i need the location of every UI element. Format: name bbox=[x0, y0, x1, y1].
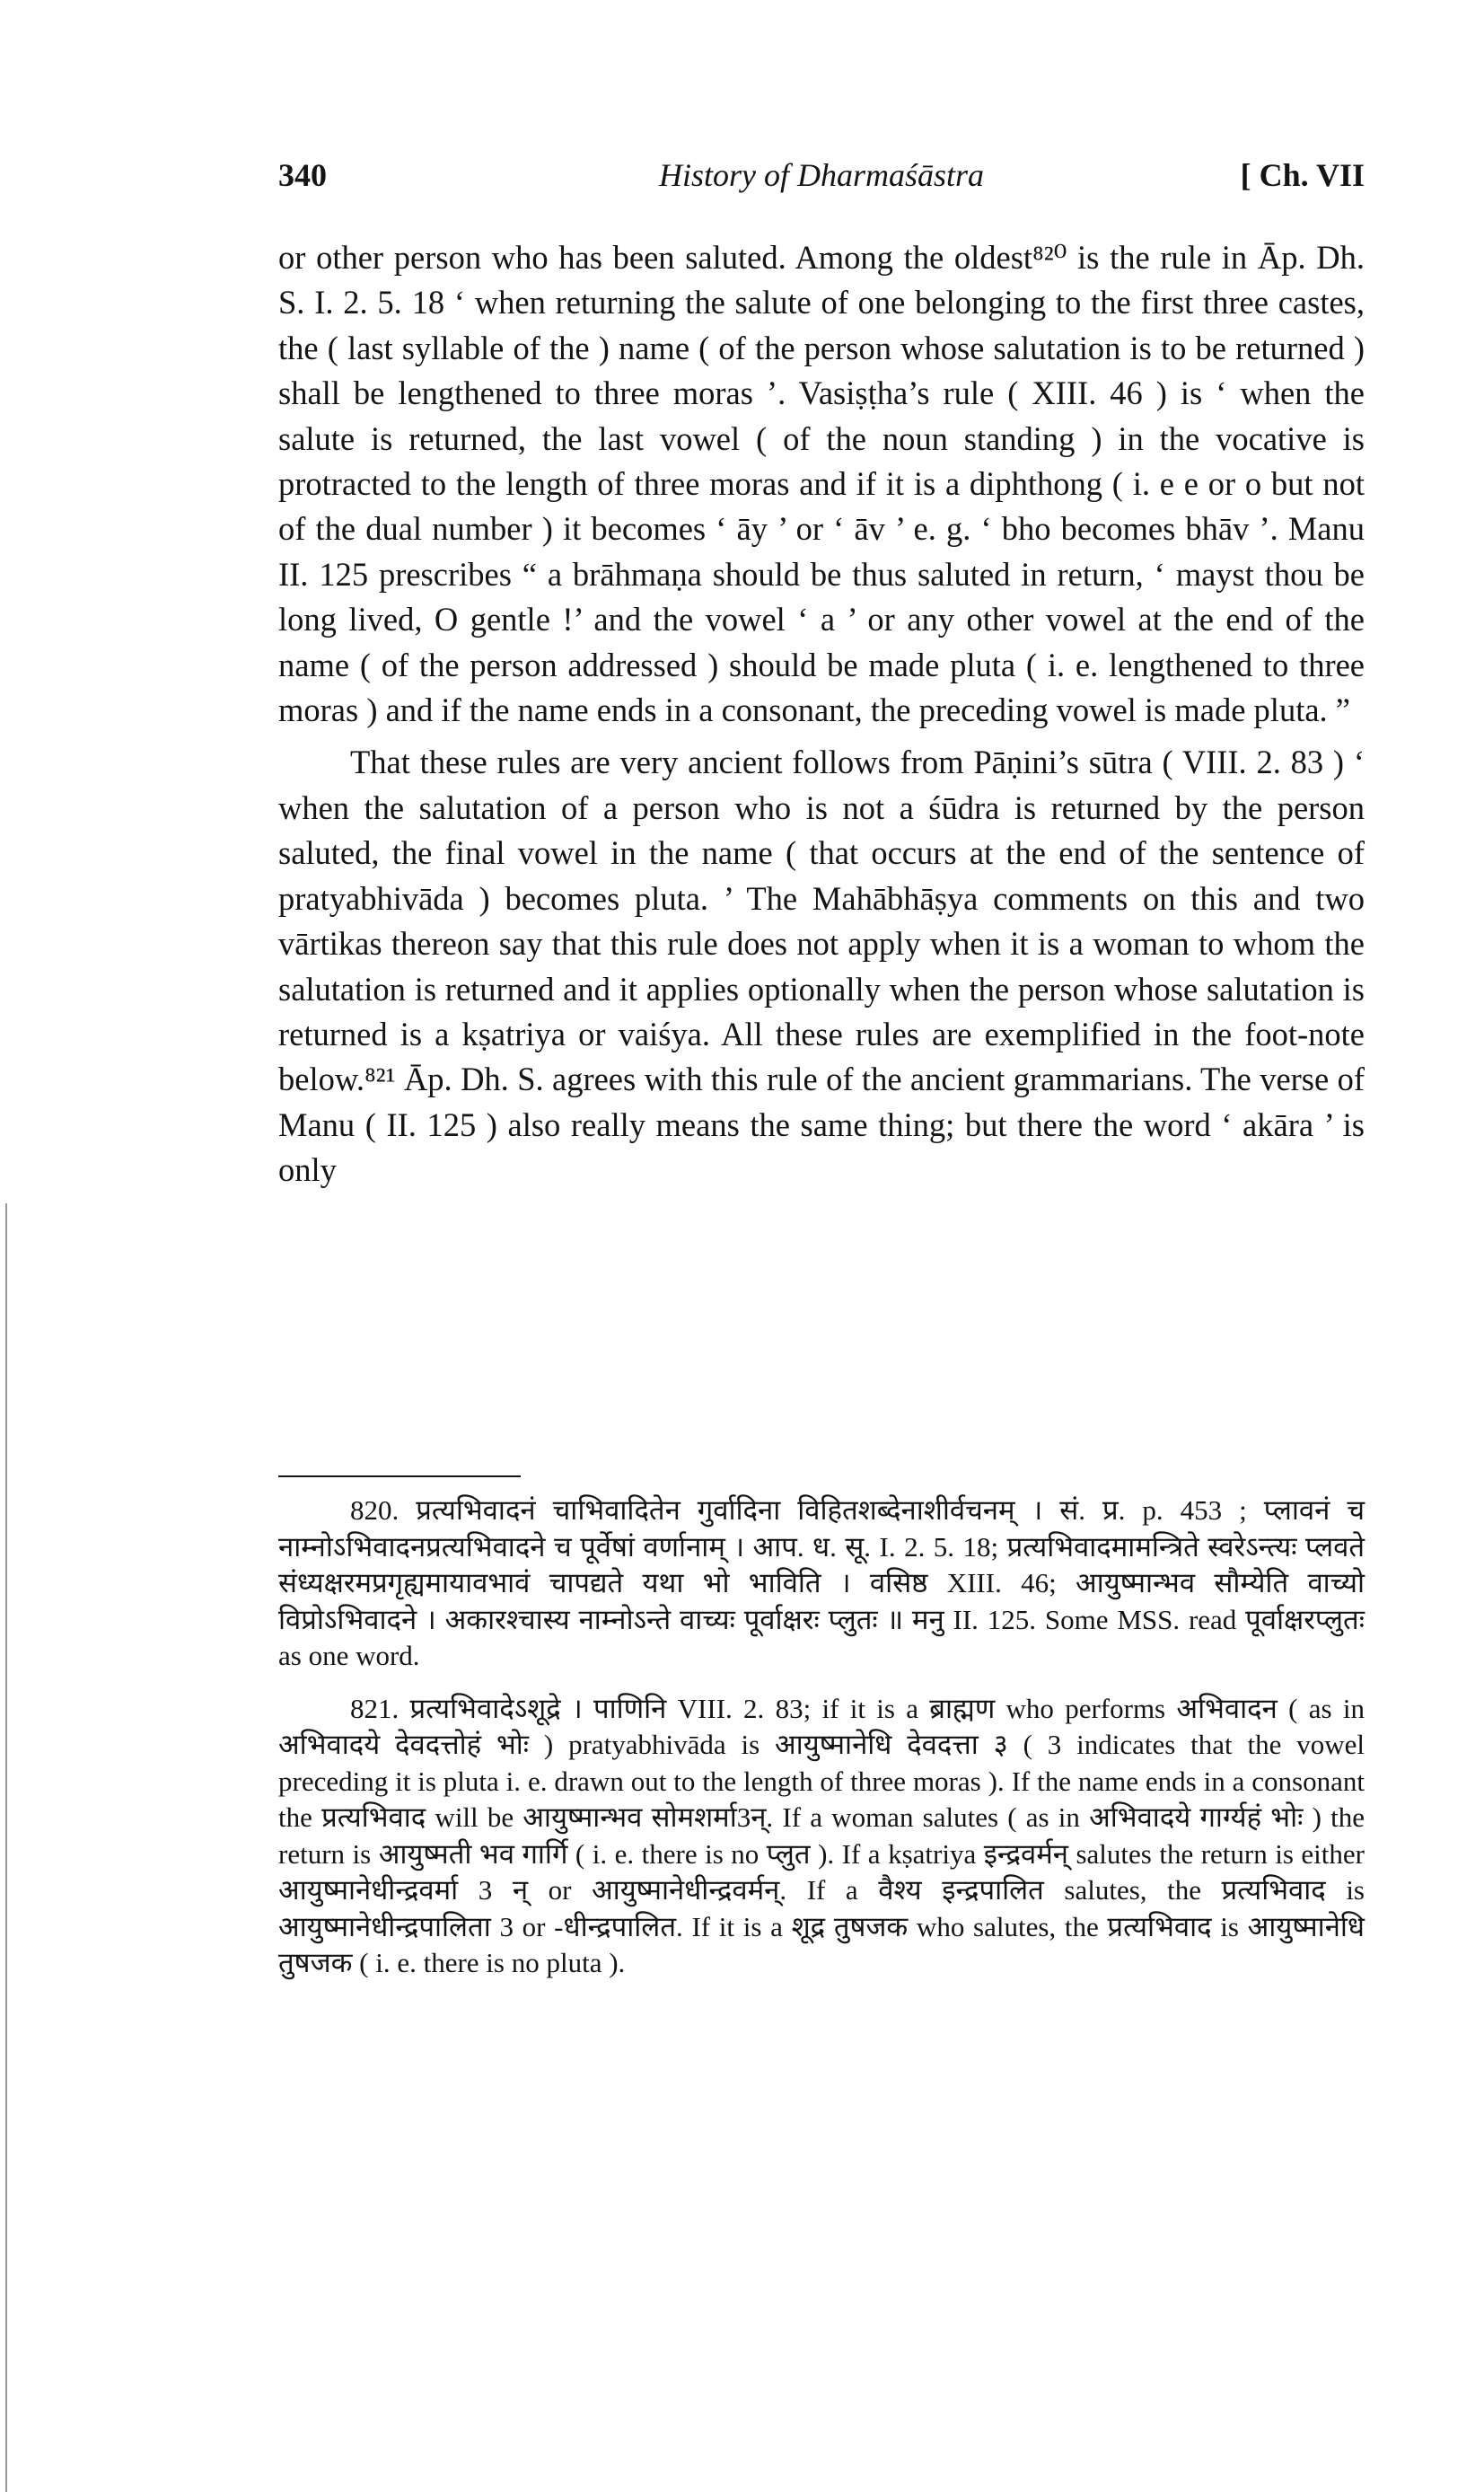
running-title: History of Dharmaśāstra bbox=[658, 157, 985, 193]
footnote-820: 820. प्रत्यभिवादनं चाभिवादितेन गुर्वादिना विहितशब्देनाशीर्वचनम् । सं. प्र. p. 453 ; प्लावनं च नाम्नोऽभिवादनप्रत्यभिवादने च पूर्वेषां वर्णानाम् । आप. ध. सू. I. 2. 5. 18; प्रत्यभिवादमामन्त्रिते स्वरेऽन्त्यः प्लवते संध्यक्षरमप्रगृह्यमायावभावं चापद्यते यथा भो भाविति । वसिष्ठ XIII. 46; आयुष्मान्भव सौम्येति वाच्यो विप्रोऽभिवादने । अकारश्चास्य नाम्नोऽन्ते वाच्यः पूर्वाक्षरः प्लुतः ॥ मनु II. 125. Some MSS. read पूर्वाक्षरप्लुतः as one word. bbox=[278, 1494, 1365, 1671]
footnotes bbox=[278, 1493, 1365, 1982]
scan-margin-line bbox=[5, 1203, 7, 2492]
body-paragraph-1: or other person who has been saluted. Among the oldest⁸²⁰ is the rule in Āp. Dh. S. I. 2. 5. 18 ‘ when returning the salute of one belonging to the first three castes, the ( last syllable of the ) name ( of the person whose salutation is to be returned ) shall be lengthened to three moras ’. Vasiṣṭha’s rule ( XIII. 46 ) is ‘ when the salute is returned, the last vowel ( of the noun standing ) in the vocative is protracted to the length of three moras and if it is a diphthong ( i. e e or o but not of the dual number ) it becomes ‘ āy ’ or ‘ āv ’ e. g. ‘ bho becomes bhāv ’. Manu II. 125 prescribes “ a brāhmaṇa should be thus saluted in return, ‘ mayst thou be long lived, O gentle !’ and the vowel ‘ a ’ or any other vowel at the end of the name ( of the person addressed ) should be made pluta ( i. e. lengthened to three moras ) and if the name ends in a consonant, the preceding vowel is made pluta. ” bbox=[278, 239, 1365, 729]
chapter-label: [ Ch. VII bbox=[1240, 157, 1365, 193]
main-text bbox=[278, 235, 1365, 1193]
running-head bbox=[278, 153, 1365, 198]
footnote-rule bbox=[278, 1475, 521, 1477]
page-number: 340 bbox=[278, 157, 327, 193]
body-paragraph-2: That these rules are very ancient follows from Pāṇini’s sūtra ( VIII. 2. 83 ) ‘ when the salutation of a person who is not a śūdra is returned by the person saluted, the final vowel in the name ( that occurs at the end of the sentence of pratyabhivāda ) becomes pluta. ’ The Mahābhāṣya comments on this and two vārtikas thereon say that this rule does not apply when it is a woman to whom the salutation is returned and it applies optionally when the person whose salutation is returned is a kṣatriya or vaiśya. All these rules are exemplified in the foot-note below.⁸²¹ Āp. Dh. S. agrees with this rule of the ancient grammarians. The verse of Manu ( II. 125 ) also really means the same thing; but there the word ‘ akāra ’ is only bbox=[278, 744, 1365, 1189]
footnote-821: 821. प्रत्यभिवादेऽशूद्रे । पाणिनि VIII. 2. 83; if it is a ब्राह्मण who performs अभिवादन ( as in अभिवादये देवदत्तोहं भोः ) pratyabhivāda is आयुष्मानेधि देवदत्ता ३ ( 3 indicates that the vowel preceding it is pluta i. e. drawn out to the length of three moras ). If the name ends in a consonant the प्रत्यभिवाद will be आयुष्मान्भव सोमशर्मा3न्. If a woman salutes ( as in अभिवादये गार्ग्यहं भोः ) the return is आयुष्मती भव गार्गि ( i. e. there is no प्लुत ). If a kṣatriya इन्द्रवर्मन् salutes the return is either आयुष्मानेधीन्द्रवर्मा 3 न् or आयुष्मानेधीन्द्रवर्मन्. If a वैश्य इन्द्रपालित salutes, the प्रत्यभिवाद is आयुष्मानेधीन्द्रपालिता 3 or -धीन्द्रपालित. If it is a शूद्र तुषजक who salutes, the प्रत्यभिवाद is आयुष्मानेधि तुषजक ( i. e. there is no pluta ). bbox=[278, 1692, 1365, 1978]
